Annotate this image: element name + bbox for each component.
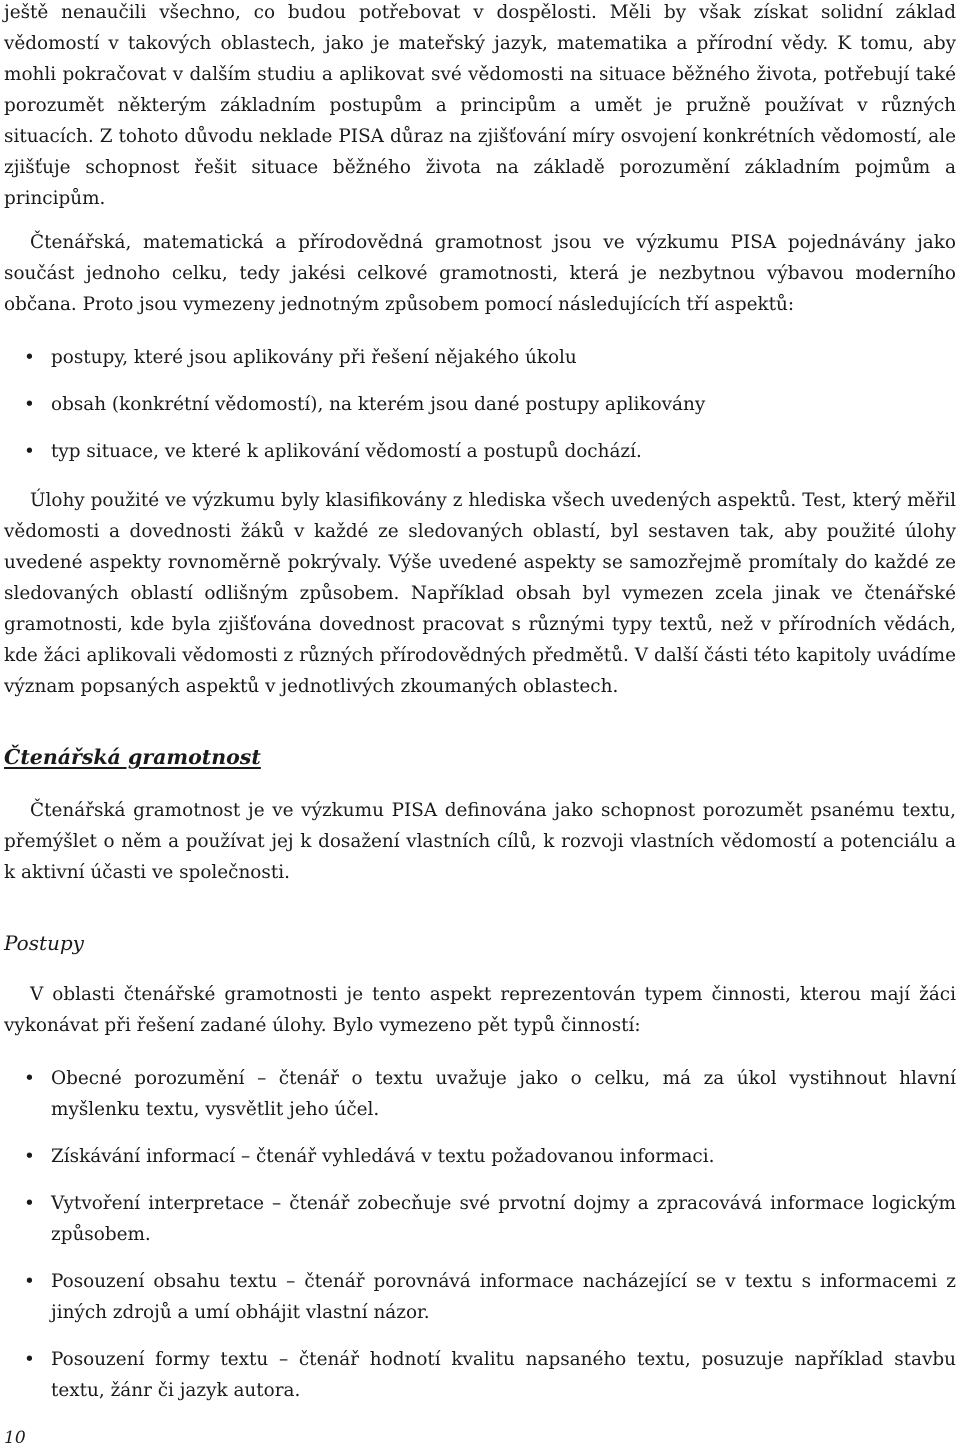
paragraph-procedures: V oblasti čtenářské gramotnosti je tento aspekt reprezentován typem činnosti, kterou mají žáci vykonávat při řešení zadané úlohy. Bylo vymezeno pět typů činností:	[4, 984, 956, 1036]
aspects-list-item: • obsah (konkrétní vědomostí), na kterém jsou dané postupy aplikovány	[4, 389, 956, 420]
document-page	[4, 0, 956, 1406]
activities-list-item: • Posouzení obsahu textu – čtenář porovnává informace nacházející se v textu s informacemi z jiných zdrojů a umí obhájit vlastní názor.	[4, 1266, 956, 1328]
activities-list-item: • Vytvoření interpretace – čtenář zobecňuje své prvotní dojmy a zpracovává informace logickým způsobem.	[4, 1188, 956, 1250]
aspects-list	[4, 342, 956, 467]
subsection-heading: Postupy	[4, 931, 84, 955]
paragraph-reading-literacy-definition: Čtenářská gramotnost je ve výzkumu PISA definována jako schopnost porozumět psanému textu, přemýšlet o něm a používat jej k dosažení vlastních cílů, k rozvoji vlastních vědomostí a potenciálu a k aktivní účasti ve společnosti.	[4, 800, 956, 883]
paragraph-intro-continuation: ještě nenaučili všechno, co budou potřebovat v dospělosti. Měli by však získat solidní základ vědomostí v takových oblastech, jako je mateřský jazyk, matematika a přírodní vědy. K tomu, aby mohli pokračovat v dalším studiu a aplikovat své vědomosti na situace běžného života, potřebují také porozumět některým základním postupům a principům a umět je pružně používat v různých situacích. Z tohoto důvodu neklade PISA důraz na zjišťování míry osvojení konkrétních vědomostí, ale zjišťuje schopnost řešit situace běžného života na základě porozumění základním pojmům a principům.	[4, 2, 956, 209]
aspects-list-item: • typ situace, ve které k aplikování vědomostí a postupů dochází.	[4, 436, 956, 467]
paragraph-classification: Úlohy použité ve výzkumu byly klasifikovány z hlediska všech uvedených aspektů. Test, který měřil vědomosti a dovednosti žáků v každé ze sledovaných oblastí, byl sestaven tak, aby použité úlohy uvedené aspekty rovnoměrně pokrývaly. Výše uvedené aspekty se samozřejmě promítaly do každé ze sledovaných oblastí odlišným způsobem. Například obsah byl vymezen zcela jinak ve čtenářské gramotnosti, kde byla zjišťována dovednost pracovat s různými typy textů, než v přírodních vědách, kde žáci aplikovali vědomosti z různých přírodovědných předmětů. V další části této kapitoly uvádíme význam popsaných aspektů v jednotlivých zkoumaných oblastech.	[4, 490, 956, 697]
page-number: 10	[4, 1428, 26, 1448]
activities-list-item: • Získávání informací – čtenář vyhledává v textu požadovanou informaci.	[4, 1141, 956, 1172]
activities-list-item: • Obecné porozumění – čtenář o textu uvažuje jako o celku, má za úkol vystihnout hlavní myšlenku textu, vysvětlit jeho účel.	[4, 1063, 956, 1125]
aspects-list-item: • postupy, které jsou aplikovány při řešení nějakého úkolu	[4, 342, 956, 373]
paragraph-literacy-aspects: Čtenářská, matematická a přírodovědná gramotnost jsou ve výzkumu PISA pojednávány jako součást jednoho celku, tedy jakési celkové gramotnosti, která je nezbytnou výbavou moderního občana. Proto jsou vymezeny jednotným způsobem pomocí následujících tří aspektů:	[4, 232, 956, 315]
activities-list-item: • Posouzení formy textu – čtenář hodnotí kvalitu napsaného textu, posuzuje například stavbu textu, žánr či jazyk autora.	[4, 1344, 956, 1406]
activities-list	[4, 1063, 956, 1406]
section-heading: Čtenářská gramotnost	[4, 745, 261, 769]
